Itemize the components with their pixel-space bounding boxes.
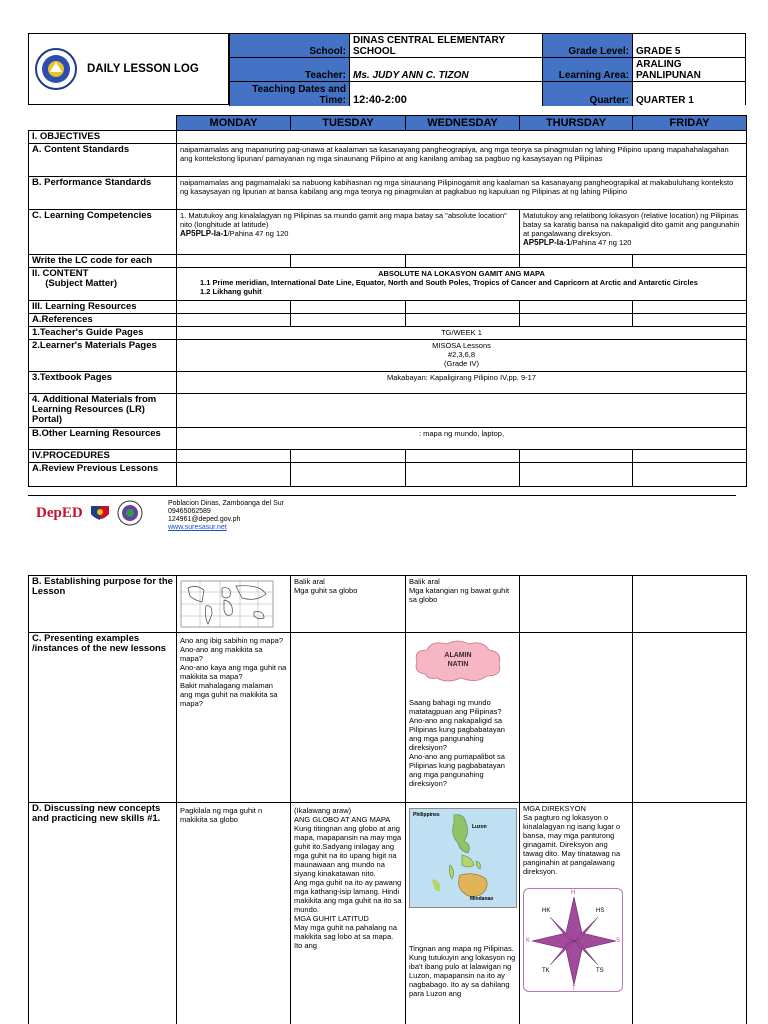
day-monday: MONDAY [177,116,291,131]
quarter-label: Quarter: [542,82,632,106]
compass-nw: HK [542,908,551,914]
objectives-label: I. OBJECTIVES [29,131,177,144]
competencies-label: C. Learning Competencies [29,210,177,255]
footer-url-link[interactable]: www.suresasur.net [168,524,227,531]
performance-standards-label: B. Performance Standards [29,177,177,210]
competency-2-code: AP5PLP-Ia-1 [523,238,571,247]
compass-ne: HS [596,908,605,914]
dates-label: Teaching Dates and Time: [229,82,349,106]
content-standards-text: naipamamalas ang mapanuring pag-unawa at kaalaman sa kasanayang pangheograpiya, ang mga teorya sa pinagmulan ng lahing Pilipino upang mapahahalagahan ang kontekstong lipunan/ pamayanan ng mga sinaunang Pilipino at ang kanilang ambag sa pagbuo ng kasaysayan ng Pilipinas [177,144,747,177]
footer-logos [36,500,143,526]
grade-value: GRADE 5 [632,34,745,58]
tg-label: 1.Teacher's Guide Pages [29,327,177,340]
footer-email: 124961@deped.gov.ph [168,516,241,523]
content-text: ABSOLUTE NA LOKASYON GAMIT ANG MAPA 1.1 Prime meridian, International Date Line, Equator, North and South Poles, Tropics of Cancer and Capricorn at Arctic and Antarctic Circles 1.2 Likhang guhit [177,268,747,301]
philippines-map: Philippines Luzon Mindanao [409,808,517,908]
review-label: A.Review Previous Lessons [29,463,177,487]
teacher-value: Ms. JUDY ANN C. TIZON [349,58,542,82]
resources-label: III. Learning Resources [29,301,177,314]
lesson-log-header [28,33,746,105]
content-standards-label: A. Content Standards [29,144,177,177]
footer-address: Poblacion Dinas, Zamboanga del Sur [168,500,284,507]
b-wednesday-cell: Balik aral Mga katangian ng bawat guhit sa globo [406,576,520,633]
compass-s: T [572,986,576,992]
lesson-table-page2 [28,575,747,1024]
school-value: DINAS CENTRAL ELEMENTARY SCHOOL [349,34,542,58]
header-info-grid [229,34,745,104]
footer-divider [28,495,736,496]
compass-e: S [616,938,621,944]
bagong-pilipinas-icon [89,502,111,524]
tb-label: 3.Textbook Pages [29,372,177,394]
deped-seal-icon [35,48,77,90]
c-monday-cell: Ano ang ibig sabihin ng mapa? Ano-ano ang makikita sa mapa? Ano-ano kaya ang mga guhit na makikita sa mapa? Bakit mahalagang malaman ang mga guhit na makikita sa mapa? [177,633,291,803]
competency-1: 1. Matutukoy ang kinalalagyan ng Pilipinas sa mundo gamit ang mapa batay sa "absolute location" nito (longhitude at latitude) AP5PLP-Ia-1/Pahina 47 ng 120 [177,210,520,255]
references-label: A.References [29,314,177,327]
header-logo-cell [29,34,229,104]
day-thursday: THURSDAY [520,116,633,131]
d-monday-cell: Pagkilala ng mga guhit n makikita sa globo [177,803,291,1024]
lesson-table [28,115,747,487]
presenting-examples-label: C. Presenting examples /instances of the new lessons [29,633,177,803]
other-resources-value: : mapa ng mundo, laptop, [177,428,747,450]
other-resources-label: B.Other Learning Resources [29,428,177,450]
days-header-row [29,116,747,131]
competency-1-ref: /Pahina 47 ng 120 [227,229,289,238]
philippines-map-icon [410,809,518,909]
alamin-natin-cloud: ALAMIN NATIN [411,638,505,684]
footer-contact [168,500,284,532]
procedures-label: IV.PROCEDURES [29,450,177,463]
day-tuesday: TUESDAY [291,116,406,131]
b-monday-cell [177,576,291,633]
tb-value: Makabayan: Kapaligirang Pilipino IV,pp. 9-17 [177,372,747,394]
additional-materials-label: 4. Additional Materials from Learning Resources (LR) Portal) [29,394,177,428]
discussing-concepts-label: D. Discussing new concepts and practicing new skills #1. [29,803,177,1024]
tg-value: TG/WEEK 1 [177,327,747,340]
content-label: II. CONTENT (Subject Matter) [29,268,177,301]
footer-phone: 09465062589 [168,508,211,515]
compass-icon [524,889,624,993]
d-thursday-cell: MGA DIREKSYON Sa pagturo ng lokasyon o kinalalagyan ng isang lugar o bansa, may mga panturong ginagamit. Direksyon ang tawag dito. May tinatawag na panginahin at pangalawang direksyon. H T S K HS HK TS TK [520,803,633,1024]
performance-standards-text: naipamamalas ang pagmamalaki sa nabuong kabihasnan ng mga sinaunang Pilipinogamit ang kaalaman sa kasanayang pangheograpikal at makabuluhang konteksto ng kasaysayan ng lipunan at bansa kabilang ang mga teorya ng pinagmulan at pagkabuo ng kapuluan ng Pilipinas at ng lahing Pilipino [177,177,747,210]
compass-n: H [571,890,576,896]
area-value: ARALING PANLIPUNAN [632,58,745,82]
lm-value: MISOSA Lessons #2,3,6,8 (Grade IV) [177,340,747,372]
teacher-label: Teacher: [229,58,349,82]
compass-rose [523,888,623,992]
compass-w: K [526,938,531,944]
compass-se: TS [596,968,604,974]
competency-2: Matutukoy ang relatibong lokasyon (relative location) ng Pilipinas batay sa karatig bansa na nakapaligid dito gamit ang pangunahin at pangalawang direksyon. AP5PLP-Ia-1/Pahina 47 ng 120 [520,210,747,255]
lc-code-label: Write the LC code for each [29,255,177,268]
competency-2-ref: /Pahina 47 ng 120 [570,238,632,247]
grade-label: Grade Level: [542,34,632,58]
d-wednesday-cell: Philippines Luzon Mindanao Tingnan ang mapa ng Pilipinas. Kung tutukuyin ang lokasyon ng iba't ibang pulo at lalawigan ng Luzon, mapapansin na ito ay nagbabago. Ito ay sa dahilang para Luzon ang [406,803,520,1024]
compass-sw: TK [542,968,550,974]
c-wednesday-cell: ALAMIN NATIN Saang bahagi ng mundo matatagpuan ang Pilipinas? Ano-ano ang nakapaligid sa Pilipinas kung pagbabatayan ang mga pangunahing direksiyon? Ano-ano ang pumapalibot sa Pilipinas kung pagbabatayan ang mga pangunahing direksiyon? [406,633,520,803]
division-seal-icon [117,500,143,526]
b-tuesday-cell: Balik aral Mga guhit sa globo [291,576,406,633]
competency-1-code: AP5PLP-Ia-1 [180,229,228,238]
establishing-purpose-label: B. Establishing purpose for the Lesson [29,576,177,633]
school-label: School: [229,34,349,58]
day-friday: FRIDAY [633,116,747,131]
d-tuesday-cell: (Ikalawang araw) ANG GLOBO AT ANG MAPA Kung titingnan ang globo at ang mapa, mapapansin na may mga guhit ito.Sadyang inilagay ang mga guhit na ito upang higit na maunawaan ang mundo na siyang kinakatawan nito. Ang mga guhit na ito ay pawang mga kathang-isip lamang. Hindi makikita ang mga guhit na ito sa mundo. MGA GUHIT LATITUD May mga guhit na pahalang na makikita sag lobo at sa mapa. Ito ang [291,803,406,1024]
world-map-sketch-icon [180,580,274,628]
deped-logo: DepED [36,504,83,521]
page-title: DAILY LESSON LOG [87,63,199,75]
dates-value: 12:40-2:00 [349,82,542,106]
day-wednesday: WEDNESDAY [406,116,520,131]
lm-label: 2.Learner's Materials Pages [29,340,177,372]
quarter-value: QUARTER 1 [632,82,745,106]
area-label: Learning Area: [542,58,632,82]
